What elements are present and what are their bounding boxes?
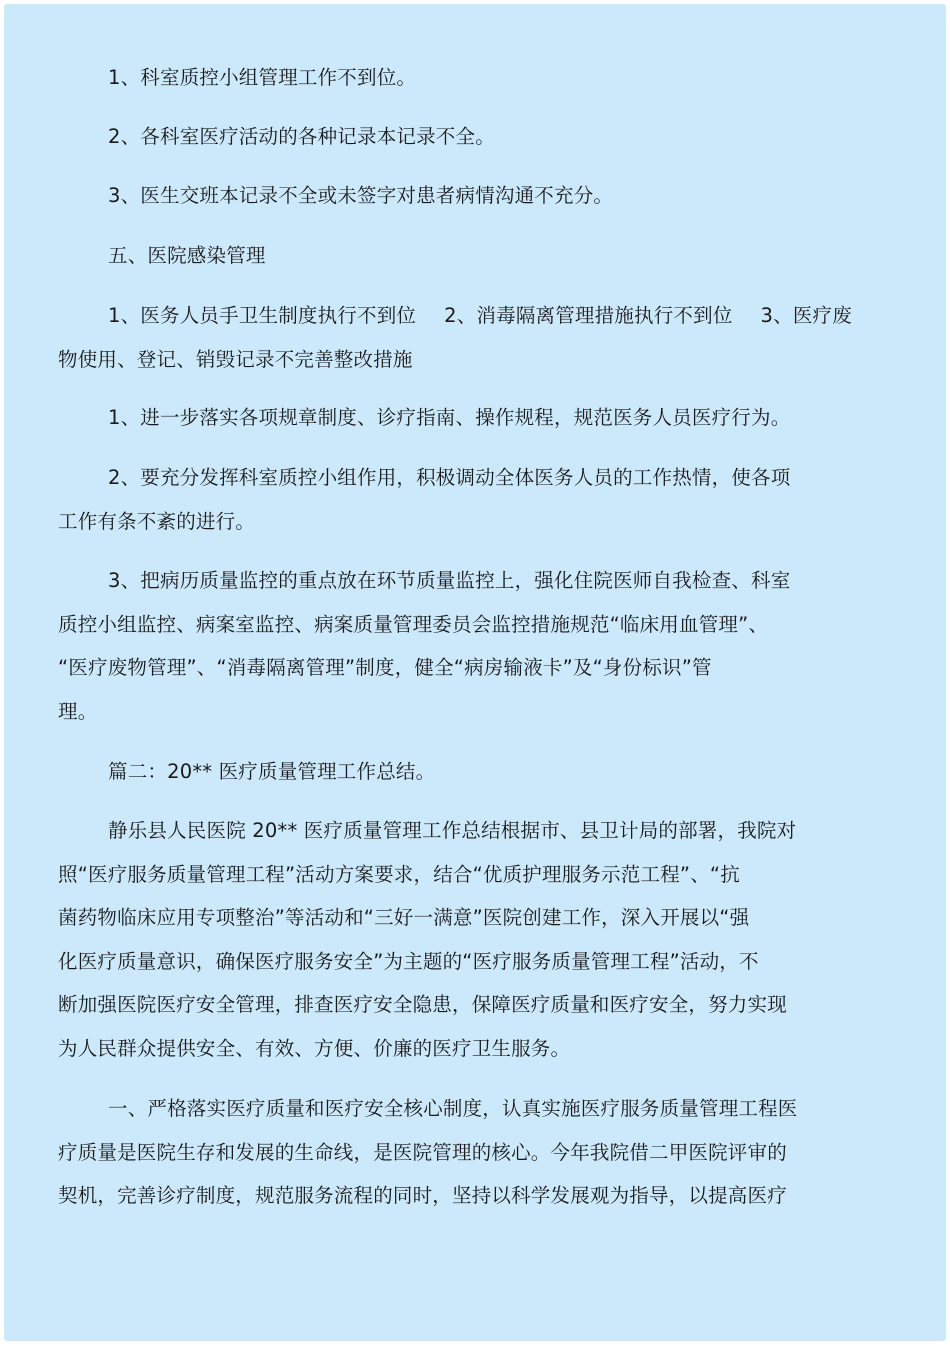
text-line: 为人民群众提供安全、有效、方便、价廉的医疗卫生服务。 <box>58 1036 571 1060</box>
paragraph-1 <box>58 56 890 100</box>
text-line: 疗质量是医院生存和发展的生命线，是医院管理的核心。今年我院借二甲医院评审的 <box>58 1140 787 1164</box>
paragraph-3 <box>58 174 890 218</box>
text-line: 2、各科室医疗活动的各种记录本记录不全。 <box>108 125 495 148</box>
document-page <box>4 4 946 1341</box>
article-title <box>58 750 890 794</box>
text-line: 2、要充分发挥科室质控小组作用，积极调动全体医务人员的工作热情，使各项 <box>108 466 791 489</box>
text-line: “医疗废物管理”、“消毒隔离管理”制度，健全“病房输液卡”及“身份标识”管 <box>58 656 712 679</box>
text-segment: 1、医务人员手卫生制度执行不到位 <box>108 304 417 327</box>
paragraph-6 <box>58 396 890 440</box>
text-line: 五、医院感染管理 <box>108 244 266 267</box>
paragraph-10 <box>58 809 890 1070</box>
paragraph-2 <box>58 115 890 159</box>
text-segment: 2、消毒隔离管理措施执行不到位 <box>444 304 733 327</box>
text-line <box>58 294 890 338</box>
section-heading <box>58 234 890 278</box>
text-line: 契机，完善诊疗制度，规范服务流程的同时，坚持以科学发展观为指导，以提高医疗 <box>58 1184 787 1207</box>
text-segment: 3、医疗废 <box>760 304 852 327</box>
text-line: 1、进一步落实各项规章制度、诊疗指南、操作规程，规范医务人员医疗行为。 <box>108 406 791 429</box>
text-line: 工作有条不紊的进行。 <box>58 509 256 533</box>
paragraph-11 <box>58 1087 890 1218</box>
text-line: 化医疗质量意识，确保医疗服务安全”为主题的“医疗服务质量管理工程”活动，不 <box>58 949 759 973</box>
text-line: 理。 <box>58 699 98 723</box>
text-line: 1、科室质控小组管理工作不到位。 <box>108 66 417 89</box>
text-line: 菌药物临床应用专项整治”等活动和“三好一满意”医院创建工作，深入开展以“强 <box>58 906 750 929</box>
text-line: 断加强医院医疗安全管理，排查医疗安全隐患，保障医疗质量和医疗安全，努力实现 <box>58 993 787 1016</box>
paragraph-5 <box>58 294 890 381</box>
text-line: 照“医疗服务质量管理工程”活动方案要求，结合“优质护理服务示范工程”、“抗 <box>58 862 740 886</box>
text-line: 静乐县人民医院 20** 医疗质量管理工作总结根据市、县卫计局的部署，我院对 <box>108 819 797 842</box>
text-line: 3、把病历质量监控的重点放在环节质量监控上，强化住院医师自我检查、科室 <box>108 569 791 592</box>
text-line: 篇二：20** 医疗质量管理工作总结。 <box>108 760 436 783</box>
paragraph-7 <box>58 456 890 543</box>
text-line: 3、医生交班本记录不全或未签字对患者病情沟通不充分。 <box>108 184 614 207</box>
text-line: 物使用、登记、销毁记录不完善整改措施 <box>58 347 413 371</box>
text-line: 一、严格落实医疗质量和医疗安全核心制度，认真实施医疗服务质量管理工程医 <box>108 1097 798 1120</box>
text-line: 质控小组监控、病案室监控、病案质量管理委员会监控措施规范“临床用血管理”、 <box>58 612 769 636</box>
paragraph-8 <box>58 559 890 733</box>
